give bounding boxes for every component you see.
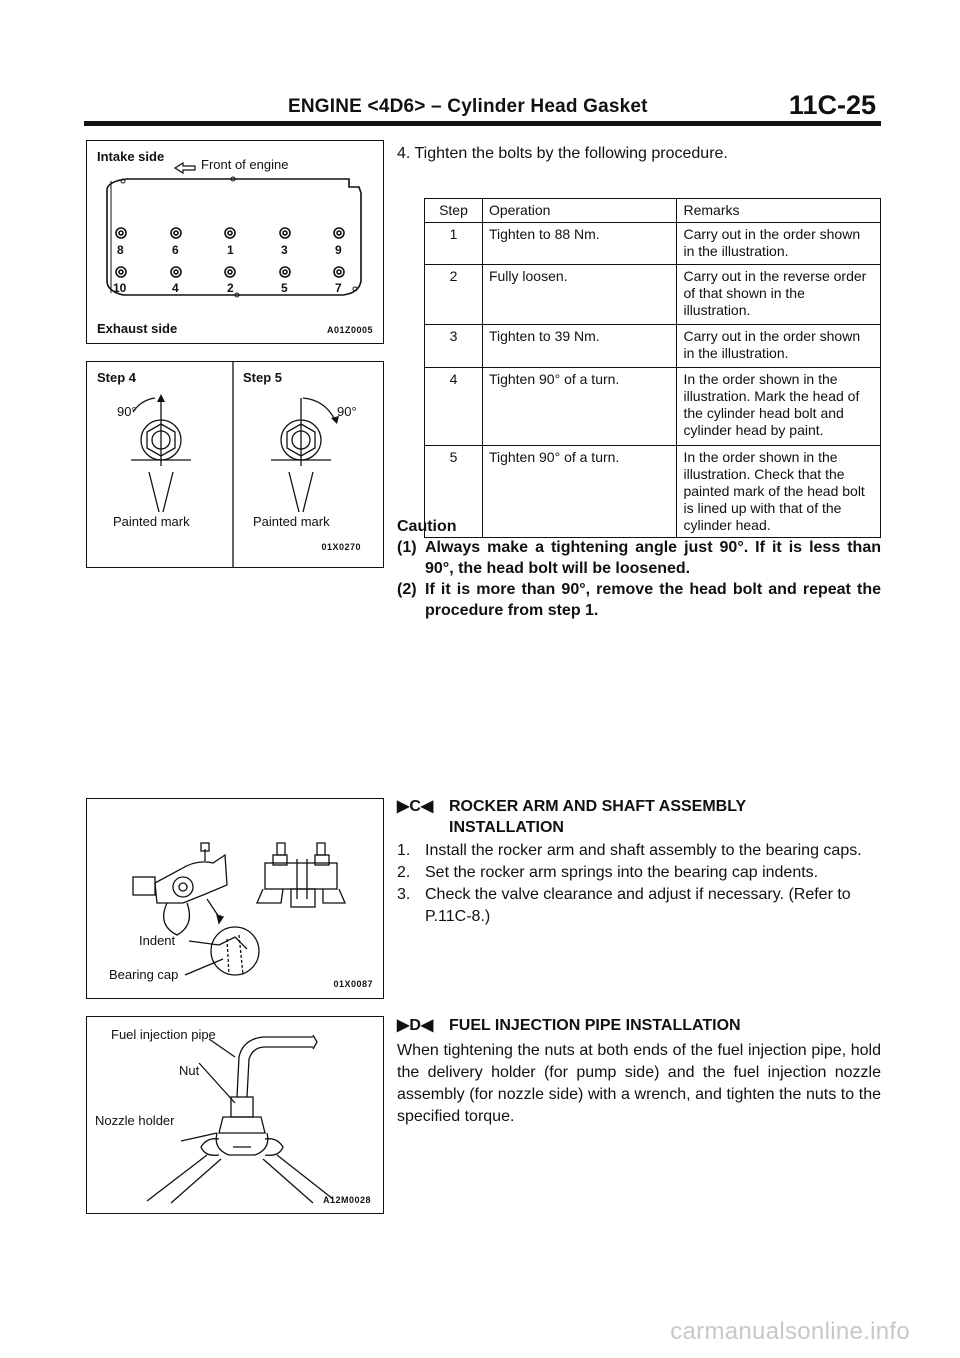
table-cell: Tighten 90° of a turn. xyxy=(482,446,677,538)
figure-code: A12M0028 xyxy=(322,1195,371,1205)
bolt-number: 1 xyxy=(227,243,234,257)
step-angle-figure xyxy=(86,361,384,568)
fuel-section-heading xyxy=(397,1015,881,1036)
table-cell: 5 xyxy=(425,446,483,538)
bolt-number: 4 xyxy=(172,281,179,295)
table-cell: 2 xyxy=(425,265,483,325)
caution-item xyxy=(397,537,881,579)
bolt-number: 2 xyxy=(227,281,234,295)
rocker-section-heading xyxy=(397,796,881,838)
intake-side-label: Intake side xyxy=(97,149,165,164)
table-cell: In the order shown in the illustration. Check that the painted mark of the head bolt is lined up with that of the cylinder head. xyxy=(677,446,881,538)
list-item: 1. Install the rocker arm and shaft assembly to the bearing caps. xyxy=(397,842,862,859)
caution-title: Caution xyxy=(397,518,457,535)
section-title-line2: INSTALLATION xyxy=(449,819,564,836)
fuel-section xyxy=(397,1015,881,1128)
table-cell: 3 xyxy=(425,325,483,368)
nozzle-holder-label: Nozzle holder xyxy=(95,1113,175,1128)
fuel-injection-pipe-label: Fuel injection pipe xyxy=(111,1027,216,1042)
table-cell: Carry out in the reverse order of that shown in the illustration. xyxy=(677,265,881,325)
rocker-section xyxy=(397,796,881,928)
table-cell: 1 xyxy=(425,223,483,265)
watermark: carmanualsonline.info xyxy=(670,1318,910,1345)
table-header-row xyxy=(425,199,881,223)
caution-item-text: If it is more than 90°, remove the head bolt and repeat the procedure from step 1. xyxy=(425,581,881,619)
bolt-number: 6 xyxy=(172,243,179,257)
table-cell: Fully loosen. xyxy=(482,265,677,325)
fuel-pipe-figure xyxy=(86,1016,384,1214)
figure-code: A01Z0005 xyxy=(326,325,373,335)
figure-code: 01X0087 xyxy=(333,979,373,989)
list-item: 3. Check the valve clearance and adjust if necessary. (Refer to P.11C-8.) xyxy=(397,886,851,925)
play-arrow-icon: ▶ xyxy=(397,1017,410,1034)
section-marker-letter: C xyxy=(409,798,421,815)
caution-item-number: (1) xyxy=(397,539,417,556)
section-title: FUEL INJECTION PIPE INSTALLATION xyxy=(449,1017,741,1034)
table-row xyxy=(425,368,881,446)
section-marker xyxy=(397,1015,449,1036)
indent-label: Indent xyxy=(139,933,176,948)
table-row xyxy=(425,325,881,368)
play-arrow-icon: ▶ xyxy=(397,798,410,815)
front-of-engine-label: Front of engine xyxy=(201,157,289,172)
nut-label: Nut xyxy=(179,1063,200,1078)
table-cell: Tighten to 39 Nm. xyxy=(482,325,677,368)
fuel-section-body: When tightening the nuts at both ends of the fuel injection pipe, hold the delivery holder (for pump side) and the fuel injection nozzle assembly (for nozzle side) with a wrench, and tighten the nuts to the specified torque. xyxy=(397,1042,881,1125)
bolt-number: 10 xyxy=(113,281,127,295)
table-header: Remarks xyxy=(677,199,881,223)
bolt-number: 8 xyxy=(117,243,124,257)
table-cell: In the order shown in the illustration. Mark the head of the cylinder head bolt and cylinder head by paint. xyxy=(677,368,881,446)
bolt-order-figure xyxy=(86,140,384,344)
back-arrow-icon: ◀ xyxy=(420,1017,434,1034)
table-cell: 4 xyxy=(425,368,483,446)
rocker-steps xyxy=(397,840,881,928)
bolt-number: 7 xyxy=(335,281,342,295)
caution-item-text: Always make a tightening angle just 90°. If it is less than 90°, the head bolt will be loosened. xyxy=(425,539,881,577)
angle-label-step4: 90° xyxy=(117,404,137,419)
section-marker xyxy=(397,796,449,838)
section-title: ROCKER ARM AND SHAFT ASSEMBLY xyxy=(449,798,747,815)
table-row xyxy=(425,265,881,325)
table-cell: Tighten to 88 Nm. xyxy=(482,223,677,265)
list-item: 2. Set the rocker arm springs into the bearing cap indents. xyxy=(397,864,819,881)
bolt-number: 9 xyxy=(335,243,342,257)
painted-mark-label-step5: Painted mark xyxy=(253,514,330,529)
angle-label-step5: 90° xyxy=(337,404,357,419)
section-marker-letter: D xyxy=(409,1017,421,1034)
exhaust-side-label: Exhaust side xyxy=(97,321,178,336)
table-header: Step xyxy=(425,199,483,223)
painted-mark-label-step4: Painted mark xyxy=(113,514,190,529)
table-cell: Carry out in the order shown in the illustration. xyxy=(677,223,881,265)
step-5-label: Step 5 xyxy=(243,370,283,385)
bolt-number: 5 xyxy=(281,281,288,295)
step-angle-drawing xyxy=(87,362,383,567)
caution-item-number: (2) xyxy=(397,581,417,598)
back-arrow-icon: ◀ xyxy=(420,798,434,815)
header-rule xyxy=(84,121,881,126)
figure-code: 01X0270 xyxy=(321,542,361,552)
procedure-intro: 4. Tighten the bolts by the following procedure. xyxy=(397,145,728,162)
table-header: Operation xyxy=(482,199,677,223)
bearing-cap-label: Bearing cap xyxy=(109,967,179,982)
table-row xyxy=(425,223,881,265)
table-cell: Tighten 90° of a turn. xyxy=(482,368,677,446)
page-header-title: ENGINE <4D6> – Cylinder Head Gasket xyxy=(288,96,648,117)
caution-block xyxy=(397,516,881,621)
page-number: 11C-25 xyxy=(788,90,876,120)
caution-item xyxy=(397,579,881,621)
rocker-arm-figure xyxy=(86,798,384,999)
bolt-number: 3 xyxy=(281,243,288,257)
table-cell: Carry out in the order shown in the illustration. xyxy=(677,325,881,368)
step-4-label: Step 4 xyxy=(97,370,137,385)
procedure-table xyxy=(424,198,881,538)
